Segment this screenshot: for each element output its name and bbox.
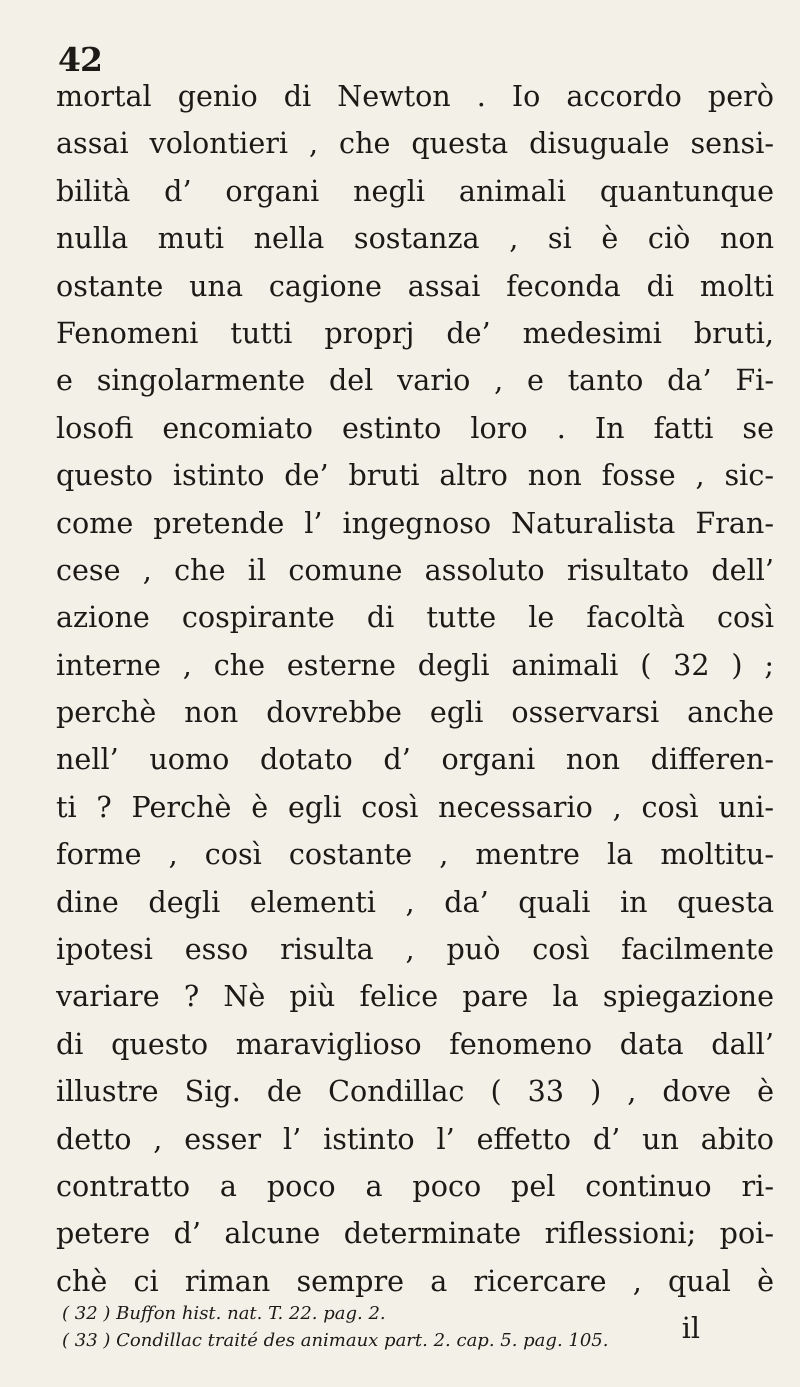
footnotes [62,1300,774,1354]
text-line: interne , che esterne degli animali ( 32 ) ; [56,647,774,682]
text-line: chè ci riman sempre a ricercare , qual è [56,1263,774,1298]
text-line: Fenomeni tutti proprj de’ medesimi bruti, [56,315,774,350]
text-line: ti ? Perchè è egli così necessario , così uni- [56,789,774,824]
text-line: detto , esser l’ istinto l’ effetto d’ un abito [56,1121,774,1156]
text-line: contratto a poco a poco pel continuo ri- [56,1168,774,1203]
text-line: variare ? Nè più felice pare la spiegazione [56,979,774,1014]
catchword: il [681,1311,700,1346]
text-line: di questo maraviglioso fenomeno data dall’ [56,1026,774,1061]
text-line: come pretende l’ ingegnoso Naturalista Fran- [56,505,774,540]
text-line: bilità d’ organi negli animali quantunque [56,173,774,208]
text-line: e singolarmente del vario , e tanto da’ Fi- [56,363,774,398]
text-line: questo istinto de’ bruti altro non fosse , sic- [56,458,774,493]
text-line: nell’ uomo dotato d’ organi non differen- [56,742,774,777]
text-line: mortal genio di Newton . Io accordo però [56,79,774,113]
footnote-33: ( 33 ) Condillac traité des animaux part. 2. cap. 5. pag. 105. [62,1330,609,1351]
footnote-32: ( 32 ) Buffon hist. nat. T. 22. pag. 2. [62,1303,386,1324]
text-line: losofi encomiato estinto loro . In fatti se [56,410,774,445]
text-line: assai volontieri , che questa disuguale sensi- [56,126,774,161]
text-line: azione cospirante di tutte le facoltà così [56,600,774,635]
text-line: ostante una cagione assai feconda di molti [56,268,774,303]
text-line: cese , che il comune assoluto risultato dell’ [56,552,774,587]
text-line: petere d’ alcune determinate riflessioni; poi- [56,1216,774,1251]
page-number: 42 [58,40,102,79]
text-line: dine degli elementi , da’ quali in questa [56,884,774,919]
text-line: illustre Sig. de Condillac ( 33 ) , dove è [56,1074,774,1109]
text-line: forme , così costante , mentre la moltitu- [56,837,774,872]
body-text [56,73,774,1353]
text-line: perchè non dovrebbe egli osservarsi anche [56,695,774,730]
text-line: nulla muti nella sostanza , si è ciò non [56,221,774,256]
text-line: ipotesi esso risulta , può così facilmente [56,932,774,967]
